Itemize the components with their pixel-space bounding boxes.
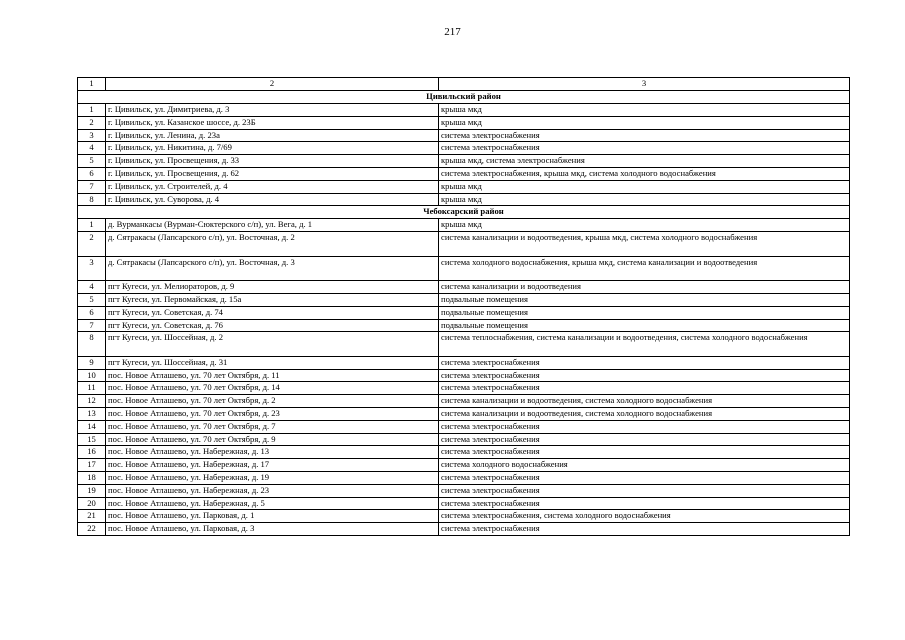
table-row: [78, 356, 850, 369]
row-number: 7: [78, 180, 106, 193]
row-address: г. Цивильск, ул. Просвещения, д. 62: [106, 167, 439, 180]
table-row: [78, 472, 850, 485]
table-row: [78, 167, 850, 180]
row-work-type: крыша мкд, система электроснабжения: [439, 155, 850, 168]
table-row: [78, 142, 850, 155]
row-number: 7: [78, 319, 106, 332]
table-row: [78, 510, 850, 523]
row-number: 15: [78, 433, 106, 446]
table-row: [78, 319, 850, 332]
column-number-2: 2: [106, 78, 439, 91]
page-number: 217: [444, 26, 461, 38]
row-number: 14: [78, 420, 106, 433]
row-number: 8: [78, 193, 106, 206]
table-row: [78, 155, 850, 168]
row-address: г. Цивильск, ул. Просвещения, д. 33: [106, 155, 439, 168]
section-heading-row: [78, 91, 850, 104]
row-address: пос. Новое Атлашево, ул. 70 лет Октября, д. 14: [106, 382, 439, 395]
row-number: 12: [78, 395, 106, 408]
row-number: 13: [78, 408, 106, 421]
row-address: пгт Кугеси, ул. Советская, д. 74: [106, 306, 439, 319]
row-work-type: крыша мкд: [439, 116, 850, 129]
row-address: пос. Новое Атлашево, ул. 70 лет Октября, д. 11: [106, 369, 439, 382]
table-row: [78, 256, 850, 281]
row-work-type: система канализации и водоотведения, крыша мкд, система холодного водоснабжения: [439, 232, 850, 257]
row-work-type: система теплоснабжения, система канализации и водоотведения, система холодного водоснабжения: [439, 332, 850, 357]
row-address: д. Вурманкасы (Вурман-Сюктерского с/п), ул. Вега, д. 1: [106, 219, 439, 232]
row-work-type: крыша мкд: [439, 193, 850, 206]
row-number: 19: [78, 484, 106, 497]
table-row: [78, 219, 850, 232]
table-row: [78, 232, 850, 257]
row-number: 3: [78, 129, 106, 142]
row-number: 1: [78, 104, 106, 117]
row-work-type: система электроснабжения: [439, 484, 850, 497]
row-work-type: подвальные помещения: [439, 319, 850, 332]
row-address: пос. Новое Атлашево, ул. Набережная, д. 5: [106, 497, 439, 510]
row-work-type: крыша мкд: [439, 219, 850, 232]
table-row: [78, 523, 850, 536]
row-work-type: система электроснабжения: [439, 369, 850, 382]
row-address: г. Цивильск, ул. Никитина, д. 7/69: [106, 142, 439, 155]
row-address: г. Цивильск, ул. Казанское шоссе, д. 23Б: [106, 116, 439, 129]
row-number: 9: [78, 356, 106, 369]
table-row: [78, 395, 850, 408]
row-work-type: система канализации и водоотведения, система холодного водоснабжения: [439, 395, 850, 408]
row-number: 8: [78, 332, 106, 357]
row-work-type: система электроснабжения: [439, 472, 850, 485]
row-address: д. Сятракасы (Лапсарского с/п), ул. Восточная, д. 2: [106, 232, 439, 257]
table-row: [78, 104, 850, 117]
row-address: пгт Кугеси, ул. Советская, д. 76: [106, 319, 439, 332]
row-work-type: система канализации и водоотведения, система холодного водоснабжения: [439, 408, 850, 421]
table-row: [78, 497, 850, 510]
row-address: пгт Кугеси, ул. Шоссейная, д. 31: [106, 356, 439, 369]
column-number-row: [78, 78, 850, 91]
row-work-type: система электроснабжения: [439, 433, 850, 446]
table-row: [78, 180, 850, 193]
row-number: 3: [78, 256, 106, 281]
row-work-type: система электроснабжения: [439, 420, 850, 433]
row-address: пос. Новое Атлашево, ул. Набережная, д. 13: [106, 446, 439, 459]
row-address: пгт Кугеси, ул. Первомайская, д. 15а: [106, 293, 439, 306]
table-row: [78, 129, 850, 142]
row-number: 18: [78, 472, 106, 485]
row-work-type: система электроснабжения: [439, 356, 850, 369]
row-address: пос. Новое Атлашево, ул. 70 лет Октября, д. 23: [106, 408, 439, 421]
row-address: пос. Новое Атлашево, ул. Парковая, д. 3: [106, 523, 439, 536]
row-number: 16: [78, 446, 106, 459]
row-work-type: система холодного водоснабжения: [439, 459, 850, 472]
row-work-type: система электроснабжения, крыша мкд, система холодного водоснабжения: [439, 167, 850, 180]
row-address: пос. Новое Атлашево, ул. 70 лет Октября, д. 2: [106, 395, 439, 408]
table-row: [78, 369, 850, 382]
row-address: г. Цивильск, ул. Ленина, д. 23а: [106, 129, 439, 142]
section-heading-row: [78, 206, 850, 219]
table-row: [78, 293, 850, 306]
repair-program-table: [77, 77, 850, 536]
row-work-type: подвальные помещения: [439, 293, 850, 306]
row-number: 11: [78, 382, 106, 395]
section-title: Чебоксарский район: [78, 206, 850, 219]
table-row: [78, 433, 850, 446]
row-work-type: система электроснабжения: [439, 497, 850, 510]
row-work-type: система канализации и водоотведения: [439, 281, 850, 294]
table-row: [78, 382, 850, 395]
section-title: Цивильский район: [78, 91, 850, 104]
row-work-type: система электроснабжения: [439, 129, 850, 142]
row-number: 6: [78, 167, 106, 180]
row-address: пгт Кугеси, ул. Шоссейная, д. 2: [106, 332, 439, 357]
row-address: г. Цивильск, ул. Строителей, д. 4: [106, 180, 439, 193]
table-row: [78, 446, 850, 459]
table-row: [78, 408, 850, 421]
row-address: пгт Кугеси, ул. Мелиораторов, д. 9: [106, 281, 439, 294]
row-number: 5: [78, 293, 106, 306]
row-number: 5: [78, 155, 106, 168]
row-number: 2: [78, 116, 106, 129]
table-row: [78, 116, 850, 129]
row-work-type: подвальные помещения: [439, 306, 850, 319]
row-work-type: система электроснабжения: [439, 142, 850, 155]
row-address: пос. Новое Атлашево, ул. Набережная, д. 17: [106, 459, 439, 472]
table-body: [78, 78, 850, 536]
table-row: [78, 332, 850, 357]
table-row: [78, 459, 850, 472]
table-row: [78, 306, 850, 319]
row-address: г. Цивильск, ул. Суворова, д. 4: [106, 193, 439, 206]
row-number: 4: [78, 281, 106, 294]
row-number: 21: [78, 510, 106, 523]
row-address: г. Цивильск, ул. Димитриева, д. 3: [106, 104, 439, 117]
row-work-type: система электроснабжения: [439, 446, 850, 459]
table-row: [78, 193, 850, 206]
row-address: пос. Новое Атлашево, ул. 70 лет Октября, д. 7: [106, 420, 439, 433]
row-number: 22: [78, 523, 106, 536]
row-number: 1: [78, 219, 106, 232]
row-number: 20: [78, 497, 106, 510]
row-number: 2: [78, 232, 106, 257]
row-work-type: крыша мкд: [439, 104, 850, 117]
row-address: д. Сятракасы (Лапсарского с/п), ул. Восточная, д. 3: [106, 256, 439, 281]
row-work-type: система холодного водоснабжения, крыша мкд, система канализации и водоотведения: [439, 256, 850, 281]
column-number-3: 3: [439, 78, 850, 91]
row-address: пос. Новое Атлашево, ул. Набережная, д. 19: [106, 472, 439, 485]
column-number-1: 1: [78, 78, 106, 91]
row-address: пос. Новое Атлашево, ул. Парковая, д. 1: [106, 510, 439, 523]
row-number: 4: [78, 142, 106, 155]
row-address: пос. Новое Атлашево, ул. 70 лет Октября, д. 9: [106, 433, 439, 446]
row-number: 17: [78, 459, 106, 472]
row-number: 10: [78, 369, 106, 382]
row-work-type: крыша мкд: [439, 180, 850, 193]
table-row: [78, 281, 850, 294]
row-number: 6: [78, 306, 106, 319]
table-row: [78, 420, 850, 433]
row-address: пос. Новое Атлашево, ул. Набережная, д. 23: [106, 484, 439, 497]
table-row: [78, 484, 850, 497]
row-work-type: система электроснабжения: [439, 382, 850, 395]
row-work-type: система электроснабжения: [439, 523, 850, 536]
row-work-type: система электроснабжения, система холодного водоснабжения: [439, 510, 850, 523]
